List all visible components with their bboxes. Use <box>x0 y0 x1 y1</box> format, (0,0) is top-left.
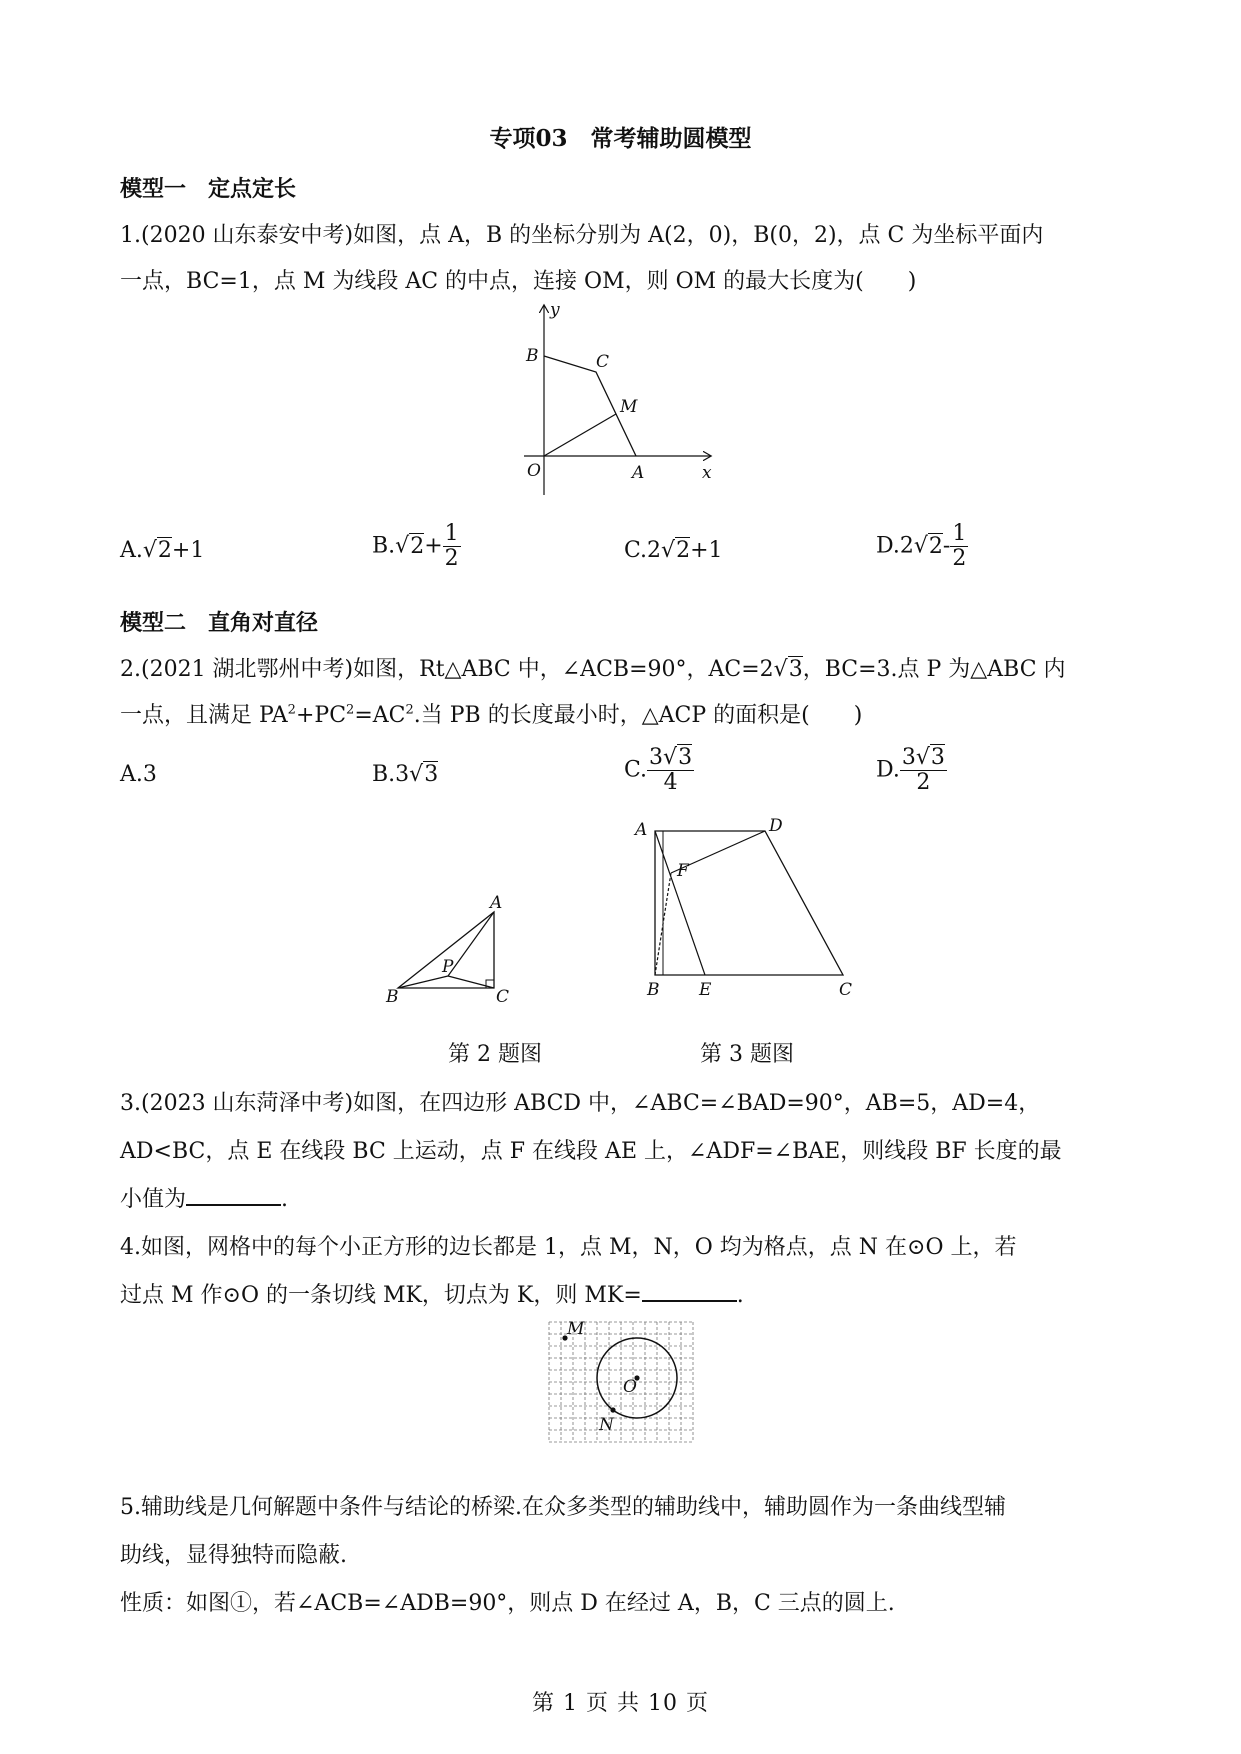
label-c: C <box>596 352 610 372</box>
answer-blank <box>642 1299 737 1302</box>
q4-line-1: 4.如图，网格中的每个小正方形的边长都是 1，点 M，N，O 均为格点，点 N 在⊙O 上，若 <box>120 1235 1017 1260</box>
q4-line-2: 过点 M 作⊙O 的一条切线 MK，切点为 K，则 MK= . <box>120 1283 744 1308</box>
label-y: y <box>550 300 560 320</box>
q2-option-d: D. $\frac{3√3}{2}$ <box>876 745 945 796</box>
page-title: 专项03 常考辅助圆模型 <box>489 125 752 152</box>
q1-coordinate-figure <box>520 300 720 495</box>
page-footer: 第 1 页 共 10 页 <box>532 1691 709 1716</box>
q1-option-b: B.√2+ $\frac{1}{2}$ <box>372 521 459 572</box>
label-f: F <box>677 861 689 881</box>
label-c: C <box>496 987 510 1004</box>
q5-line-1: 5.辅助线是几何解题中条件与结论的桥梁.在众多类型的辅助线中，辅助圆作为一条曲线型辅 <box>120 1495 1006 1520</box>
q3-line-3: 小值为 . <box>120 1187 289 1212</box>
label-m: M <box>620 397 638 417</box>
q3-line-1: 3.(2023 山东菏泽中考)如图，在四边形 ABCD 中，∠ABC=∠BAD=90°，AB=5，AD=4， <box>120 1091 1041 1116</box>
section-heading-1: 模型一 定点定长 <box>120 176 297 202</box>
q2-line-2: 一点，且满足 $PA^2+PC^2=AC^2$.当 PB 的长度最小时，△ACP 的面积是( ) <box>120 702 863 728</box>
q2-caption: 第 2 题图 <box>448 1042 542 1067</box>
q1-option-c: C.2√2+1 <box>624 538 723 563</box>
q5-line-3: 性质：如图①，若∠ACB=∠ADB=90°，则点 D 在经过 A，B，C 三点的圆上. <box>120 1591 895 1616</box>
q1-line-1: 1.(2020 山东泰安中考)如图，点 A，B 的坐标分别为 A(2，0)，B(0，2)，点 C 为坐标平面内 <box>120 223 1044 248</box>
segment-pc <box>448 976 494 988</box>
label-n: N <box>599 1415 614 1435</box>
section-heading-2: 模型二 直角对直径 <box>120 610 319 636</box>
label-x: x <box>702 463 712 483</box>
label-d: D <box>769 816 783 836</box>
q2-option-c: C. $\frac{3√3}{4}$ <box>624 745 693 796</box>
q3-line-2: AD<BC，点 E 在线段 BC 上运动，点 F 在线段 AE 上，∠ADF=∠BAE，则线段 BF 长度的最 <box>120 1139 1062 1164</box>
point-n <box>610 1407 615 1412</box>
q5-line-2: 助线，显得独特而隐蔽. <box>120 1543 347 1568</box>
quadrilateral-abcd <box>655 831 843 975</box>
segment-om <box>544 414 616 456</box>
q1-line-2: 一点，BC=1，点 M 为线段 AC 的中点，连接 OM，则 OM 的最大长度为( ) <box>120 269 917 294</box>
q3-quadrilateral-figure <box>625 815 865 1000</box>
q1-option-a: A.√2+1 <box>120 538 205 563</box>
label-b: B <box>386 987 399 1004</box>
q2-option-b: B.3√3 <box>372 762 439 787</box>
q3-caption: 第 3 题图 <box>700 1042 794 1067</box>
q2-triangle-figure <box>380 892 520 1004</box>
q2-line-1: 2.(2021 湖北鄂州中考)如图，Rt△ABC 中，∠ACB=90°，AC=2√3，BC=3.点 P 为△ABC 内 <box>120 657 1066 682</box>
label-o: O <box>527 461 541 481</box>
label-m: M <box>567 1319 585 1339</box>
label-b: B <box>647 980 660 1000</box>
answer-blank <box>186 1203 281 1206</box>
q4-grid-figure <box>545 1318 700 1456</box>
label-b: B <box>526 346 539 366</box>
segment-pa <box>448 912 494 976</box>
label-c: C <box>839 980 853 1000</box>
label-o: O <box>623 1377 637 1397</box>
q1-option-d: D.2√2- $\frac{1}{2}$ <box>876 521 967 572</box>
label-a: A <box>490 893 503 913</box>
label-p: P <box>442 957 454 977</box>
q2-option-a: A.3 <box>120 762 157 787</box>
label-a: A <box>632 463 645 483</box>
label-e: E <box>699 980 712 1000</box>
label-a: A <box>635 820 648 840</box>
